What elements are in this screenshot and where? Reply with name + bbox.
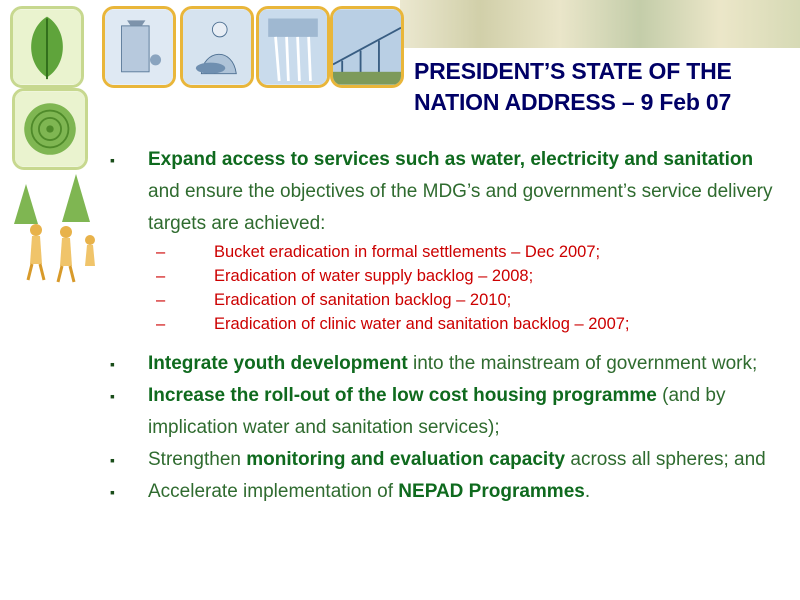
bullet-item <box>108 444 788 476</box>
sub-list-item <box>108 288 788 312</box>
bullet-item <box>108 144 788 240</box>
sub-dash: – <box>156 267 166 285</box>
bullet-bold-text: Integrate youth development <box>148 353 408 374</box>
bullet-bold-text: Expand access to services such as water, electricity and sanitation <box>148 149 754 170</box>
bullet-text: and ensure the objectives of the MDG’s and government’s service delivery targets are achieved: <box>148 181 773 234</box>
bullet-item <box>108 380 788 444</box>
sub-list-item <box>108 240 788 264</box>
bullet-marker: ▪ <box>110 152 115 168</box>
bullet-pre-text: Accelerate implementation of <box>148 481 399 502</box>
people-icon <box>6 174 102 284</box>
sub-dash: – <box>156 315 166 333</box>
bullet-pre-text: Strengthen <box>148 449 247 470</box>
bullet-marker: ▪ <box>110 388 115 404</box>
leaf-icon <box>10 6 84 88</box>
water-tap-icon <box>102 6 176 88</box>
banner-stripe <box>400 0 800 48</box>
bullet-marker: ▪ <box>110 356 115 372</box>
sub-dash: – <box>156 291 166 309</box>
bullet-bold-text: Increase the roll-out of the low cost housing programme <box>148 385 657 406</box>
title-line-2: NATION ADDRESS – 9 Feb 07 <box>414 89 732 115</box>
sub-list <box>108 240 788 336</box>
waterfall-icon <box>256 6 330 88</box>
bullet-text: (and by implication water and sanitation services); <box>148 385 726 438</box>
tree-ring-icon <box>12 88 88 170</box>
bullet-item <box>108 348 788 380</box>
bullet-bold-text: monitoring and evaluation capacity <box>246 449 566 470</box>
sub-list-item <box>108 312 788 336</box>
bullet-list <box>108 144 788 508</box>
left-decoration <box>0 88 112 288</box>
slide-title <box>414 56 794 118</box>
irrigation-icon <box>330 6 404 88</box>
washing-person-icon <box>180 6 254 88</box>
bullet-marker: ▪ <box>110 452 115 468</box>
bullet-bold-text: NEPAD Programmes <box>398 481 585 502</box>
bullet-item <box>108 476 788 508</box>
sub-dash: – <box>156 243 166 261</box>
sub-item-text: Eradication of sanitation backlog – 2010; <box>214 291 512 309</box>
bullet-marker: ▪ <box>110 484 115 500</box>
sub-item-text: Bucket eradication in formal settlements – Dec 2007; <box>214 243 601 261</box>
sub-item-text: Eradication of clinic water and sanitation backlog – 2007; <box>214 315 630 333</box>
title-line-1: PRESIDENT’S STATE OF THE <box>414 58 732 84</box>
sub-item-text: Eradication of water supply backlog – 2008; <box>214 267 534 285</box>
bullet-text: . <box>584 481 591 502</box>
bullet-text: across all spheres; and <box>565 449 766 470</box>
sub-list-item <box>108 264 788 288</box>
bullet-text: into the mainstream of government work; <box>407 353 758 374</box>
